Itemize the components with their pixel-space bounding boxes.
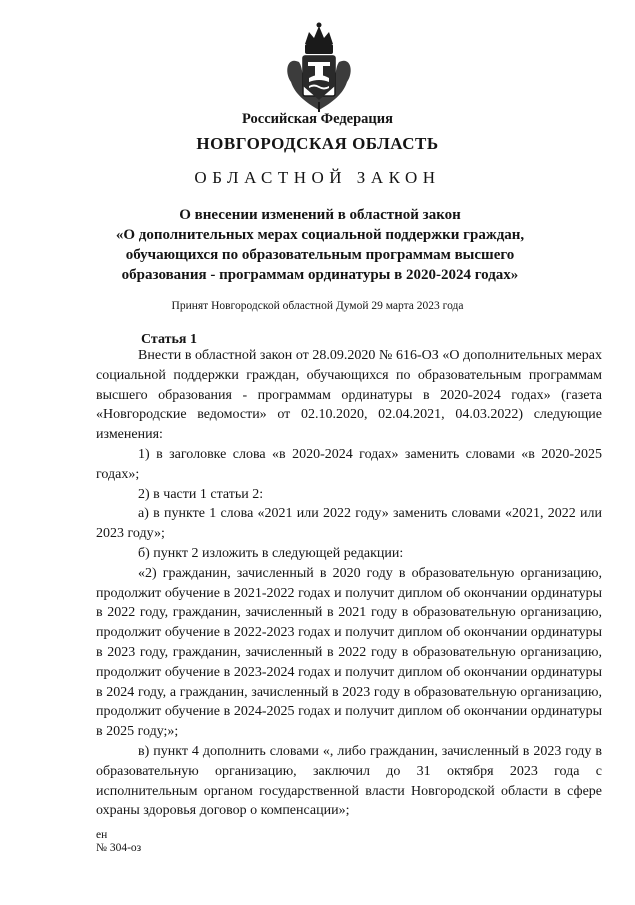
- law-title: [60, 205, 580, 285]
- federation-heading: Российская Федерация: [242, 111, 393, 127]
- law-title-line: О внесении изменений в областной закон: [179, 207, 461, 223]
- novgorod-coat-of-arms-emblem: [283, 22, 355, 112]
- body-paragraph: 2) в части 1 статьи 2:: [138, 486, 264, 502]
- body-paragraph: б) пункт 2 изложить в следующей редакции:: [138, 545, 404, 561]
- footer-number: № 304-оз: [96, 842, 142, 854]
- article-body: [96, 346, 602, 821]
- footer-initials: ен: [96, 829, 108, 841]
- body-paragraph: а) в пункте 1 слова «2021 или 2022 году» заменить словами «2021, 2022 или 2023 году»;: [96, 506, 602, 542]
- law-title-line: образования - программам ординатуры в 2020-2024 годах»: [121, 267, 519, 283]
- body-paragraph: Внести в областной закон от 28.09.2020 № 616-ОЗ «О дополнительных мерах социальной поддержки граждан, обучающихся по образовательным программам высшего образования - программам ординатуры в 2020-2024 годах» (газета «Новгородские ведомости» от 02.10.2020, 02.04.2021, 04.03.2022) следующие изменения:: [96, 348, 602, 443]
- article-heading: Статья 1: [141, 332, 197, 347]
- region-heading: НОВГОРОДСКАЯ ОБЛАСТЬ: [196, 134, 439, 153]
- adoption-note: Принят Новгородской областной Думой 29 марта 2023 года: [171, 300, 464, 312]
- body-paragraph: в) пункт 4 дополнить словами «, либо гражданин, зачисленный в 2023 году в образовательную организацию, заключил до 31 октября 2023 года с исполнительным органом государственной власти Новгородской области в сфере охраны здоровья договор о компенсации»;: [96, 743, 602, 819]
- law-title-line: «О дополнительных мерах социальной поддержки граждан,: [115, 227, 525, 243]
- document-footer: [96, 829, 141, 855]
- document-type-heading: ОБЛАСТНОЙ ЗАКОН: [194, 168, 441, 187]
- body-paragraph: «2) гражданин, зачисленный в 2020 году в образовательную организацию, продолжит обучение в 2021-2022 годах и получит диплом об окончании ординатуры в 2022 году, гражданин, зачисленный в 2021 году в образовательную организацию, продолжит обучение в 2022-2023 годах и получит диплом об окончании ординатуры в 2023 году, гражданин, зачисленный в 2022 году в образовательную организацию, продолжит обучение в 2023-2024 годах и получит диплом об окончании ординатуры в 2024 году, а гражданин, зачисленный в 2023 году в образовательную организацию, продолжит обучение в 2024-2025 годах и получит диплом об окончании ординатуры в 2025 году;»;: [96, 565, 602, 740]
- body-paragraph: 1) в заголовке слова «в 2020-2024 годах» заменить словами «в 2020-2025 годах»;: [96, 446, 602, 482]
- law-title-line: обучающихся по образовательным программам высшего: [125, 247, 515, 263]
